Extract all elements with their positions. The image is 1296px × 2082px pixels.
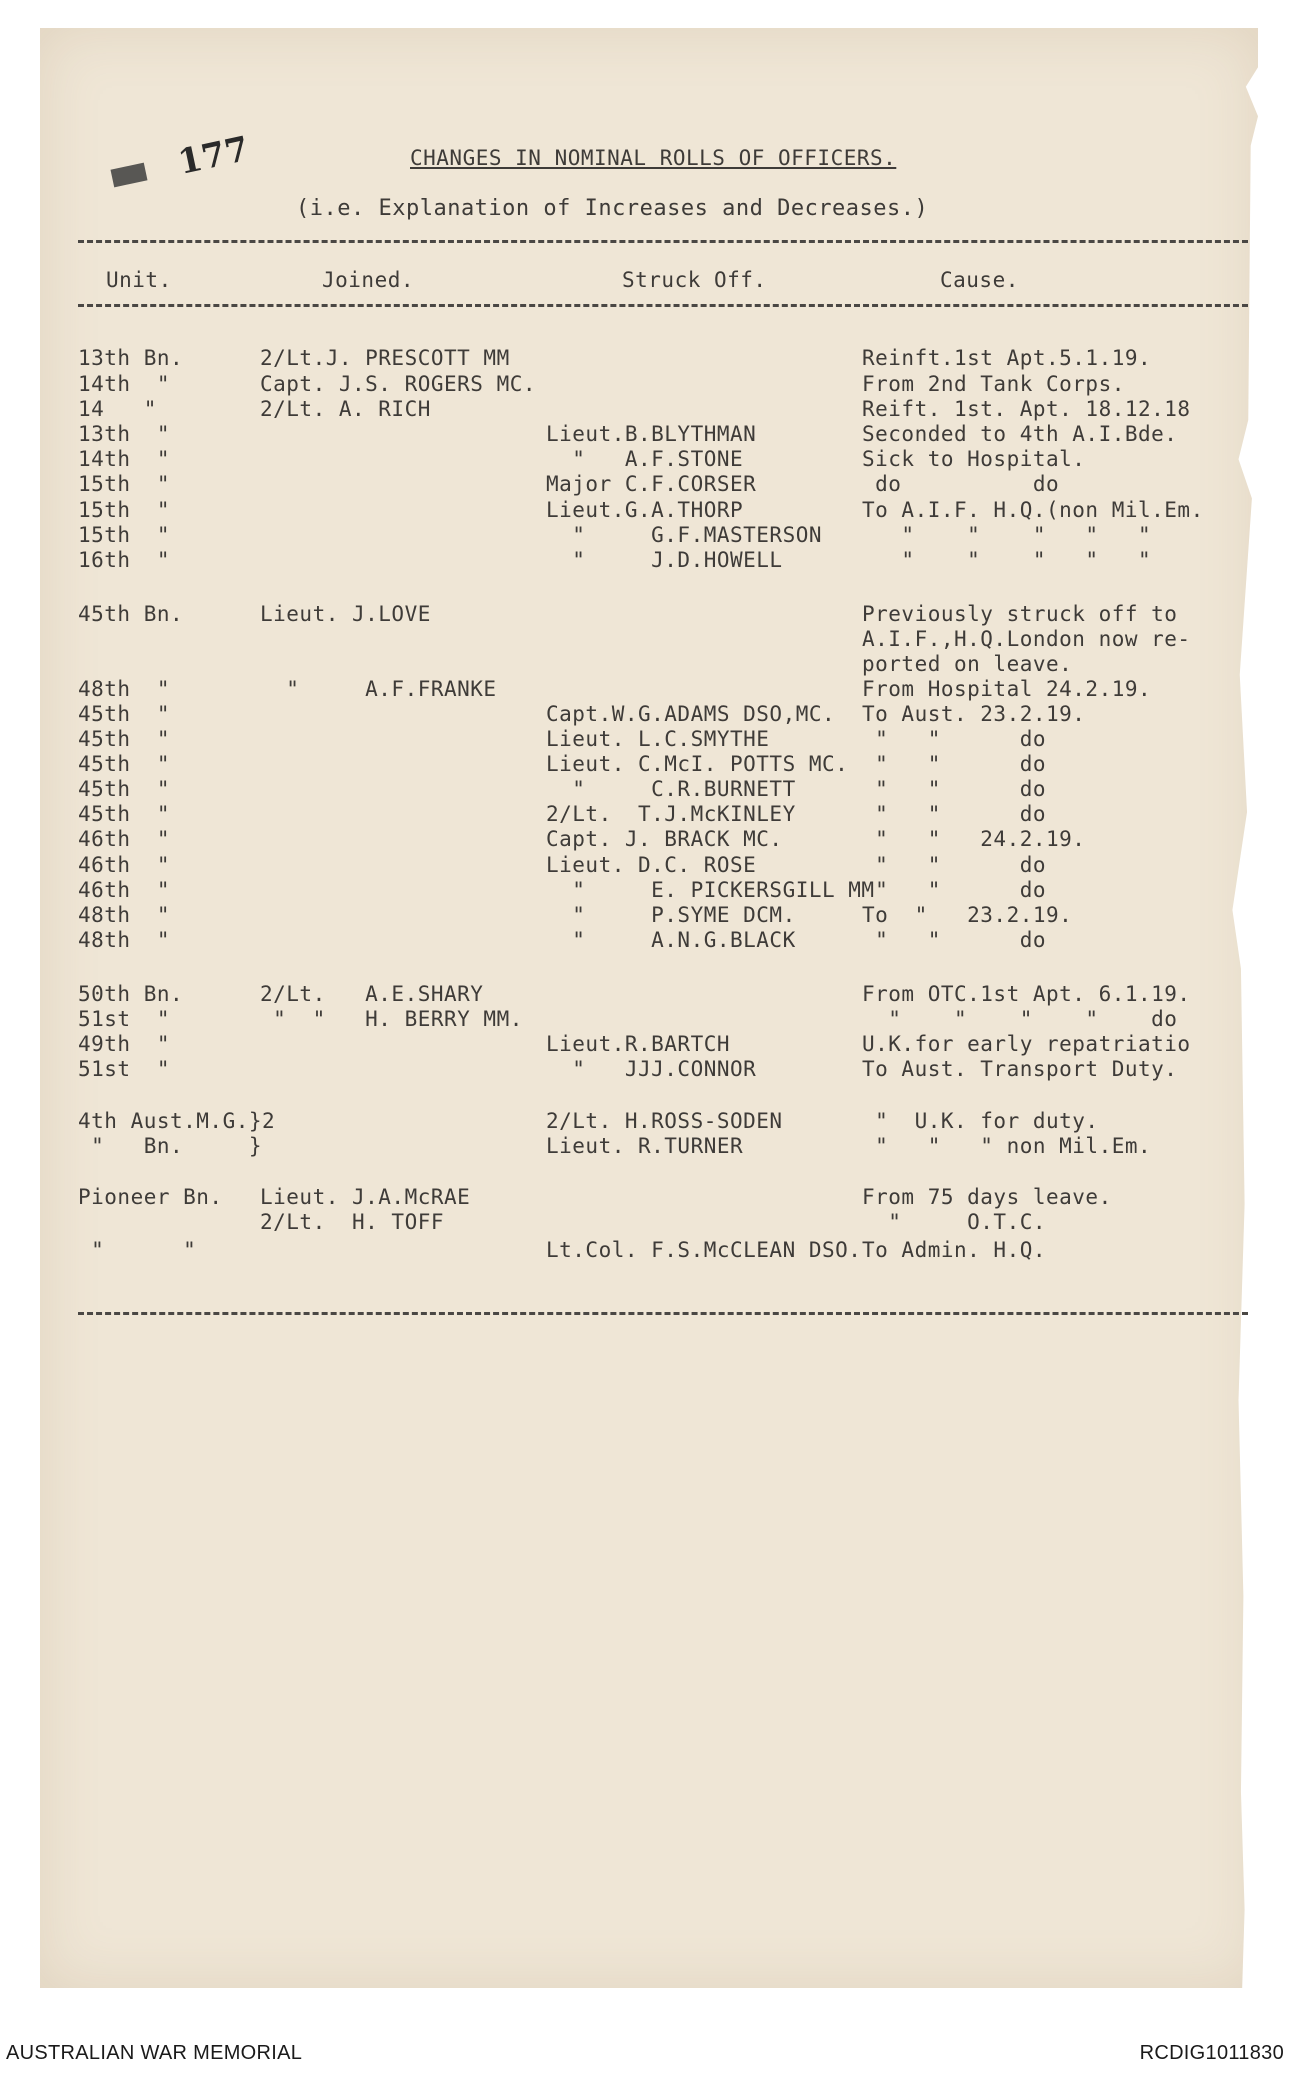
cell-unit: 14th ": [78, 447, 171, 471]
cell-struck: " C.R.BURNETT: [546, 777, 796, 801]
table-row: [0, 602, 1296, 628]
table-row: [0, 472, 1296, 498]
cell-cause: Reift. 1st. Apt. 18.12.18: [862, 397, 1191, 421]
table-row: [0, 853, 1296, 879]
table-row: [0, 1032, 1296, 1058]
cell-unit: 45th ": [78, 802, 171, 826]
document-title: CHANGES IN NOMINAL ROLLS OF OFFICERS.: [410, 146, 897, 170]
cell-unit: 45th ": [78, 727, 171, 751]
cell-cause: A.I.F.,H.Q.London now re-: [862, 627, 1191, 651]
cell-cause: " " 24.2.19.: [862, 827, 1086, 851]
cell-unit: 46th ": [78, 827, 171, 851]
cell-joined: Lieut. J.A.McRAE: [260, 1185, 471, 1209]
table-row: [0, 727, 1296, 753]
cell-joined: " " H. BERRY MM.: [260, 1007, 523, 1031]
cell-unit: 50th Bn.: [78, 982, 184, 1006]
column-header-unit: Unit.: [106, 268, 172, 292]
cell-struck: Lieut. R.TURNER: [546, 1134, 744, 1158]
cell-struck: Lieut.R.BARTCH: [546, 1032, 731, 1056]
table-row: [0, 346, 1296, 372]
cell-unit: 15th ": [78, 498, 171, 522]
cell-cause: Seconded to 4th A.I.Bde.: [862, 422, 1178, 446]
cell-unit: 48th ": [78, 928, 171, 952]
bottom-rule: [78, 1312, 1248, 1315]
cell-struck: 2/Lt. H.ROSS-SODEN: [546, 1109, 783, 1133]
cell-struck: " P.SYME DCM.: [546, 903, 796, 927]
cell-cause: From Hospital 24.2.19.: [862, 677, 1152, 701]
table-row: [0, 702, 1296, 728]
cell-cause: " " do: [862, 928, 1047, 952]
table-row: [0, 1238, 1296, 1264]
cell-cause: To " 23.2.19.: [862, 903, 1073, 927]
folio-number: 177: [174, 129, 253, 183]
cell-struck: Lieut. C.McI. POTTS MC.: [546, 752, 849, 776]
table-row: [0, 422, 1296, 448]
cell-unit: 14 ": [78, 397, 157, 421]
table-row: [0, 677, 1296, 703]
cell-joined: 2/Lt.J. PRESCOTT MM: [260, 346, 510, 370]
cell-unit: 48th ": [78, 903, 171, 927]
cell-cause: Reinft.1st Apt.5.1.19.: [862, 346, 1152, 370]
cell-unit: Pioneer Bn.: [78, 1185, 223, 1209]
cell-unit: 45th Bn.: [78, 602, 184, 626]
cell-unit: 45th ": [78, 702, 171, 726]
cell-struck: " J.D.HOWELL: [546, 548, 783, 572]
column-header-joined: Joined.: [322, 268, 415, 292]
cell-cause: " " do: [862, 853, 1047, 877]
table-row: [0, 498, 1296, 524]
cell-struck: 2/Lt. T.J.McKINLEY: [546, 802, 796, 826]
table-row: [0, 447, 1296, 473]
cell-unit: " ": [78, 1238, 197, 1262]
cell-struck: " A.F.STONE: [546, 447, 744, 471]
header-rule: [78, 304, 1248, 307]
cell-unit: 4th Aust.M.G.}2: [78, 1109, 276, 1133]
cell-struck: Lt.Col. F.S.McCLEAN DSO.: [546, 1238, 862, 1262]
cell-struck: Lieut.B.BLYTHMAN: [546, 422, 757, 446]
archive-credit: AUSTRALIAN WAR MEMORIAL: [6, 2042, 303, 2064]
table-row: [0, 627, 1296, 653]
cell-unit: 49th ": [78, 1032, 171, 1056]
cell-cause: " " " " ": [862, 523, 1152, 547]
cell-struck: Lieut. L.C.SMYTHE: [546, 727, 770, 751]
cell-unit: 46th ": [78, 853, 171, 877]
cell-struck: Lieut. D.C. ROSE: [546, 853, 757, 877]
table-row: [0, 1134, 1296, 1160]
cell-cause: do do: [862, 472, 1060, 496]
table-row: [0, 1185, 1296, 1211]
cell-struck: " JJJ.CONNOR: [546, 1057, 757, 1081]
cell-struck: Major C.F.CORSER: [546, 472, 757, 496]
cell-cause: " " " non Mil.Em.: [862, 1134, 1152, 1158]
cell-cause: From OTC.1st Apt. 6.1.19.: [862, 982, 1191, 1006]
cell-cause: U.K.for early repatriatio: [862, 1032, 1191, 1056]
table-row: [0, 1109, 1296, 1135]
cell-cause: " " do: [862, 727, 1047, 751]
cell-unit: 13th Bn.: [78, 346, 184, 370]
cell-unit: " Bn. }: [78, 1134, 263, 1158]
cell-cause: " " do: [862, 878, 1047, 902]
table-row: [0, 777, 1296, 803]
table-row: [0, 1210, 1296, 1236]
cell-joined: Lieut. J.LOVE: [260, 602, 431, 626]
archive-reference: RCDIG1011830: [1139, 2042, 1284, 2064]
table-row: [0, 372, 1296, 398]
cell-unit: 51st ": [78, 1007, 171, 1031]
table-row: [0, 523, 1296, 549]
cell-cause: To Aust. 23.2.19.: [862, 702, 1086, 726]
cell-cause: To A.I.F. H.Q.(non Mil.Em.: [862, 498, 1204, 522]
cell-cause: From 2nd Tank Corps.: [862, 372, 1125, 396]
top-rule: [78, 240, 1248, 243]
cell-unit: 13th ": [78, 422, 171, 446]
cell-cause: " " do: [862, 752, 1047, 776]
cell-unit: 15th ": [78, 523, 171, 547]
column-header-cause: Cause.: [940, 268, 1019, 292]
cell-cause: To Admin. H.Q.: [862, 1238, 1047, 1262]
cell-unit: 48th ": [78, 677, 171, 701]
cell-joined: Capt. J.S. ROGERS MC.: [260, 372, 537, 396]
cell-cause: " " do: [862, 802, 1047, 826]
cell-cause: " " " " do: [862, 1007, 1178, 1031]
table-row: [0, 1007, 1296, 1033]
table-row: [0, 903, 1296, 929]
cell-unit: 46th ": [78, 878, 171, 902]
table-row: [0, 827, 1296, 853]
table-row: [0, 802, 1296, 828]
table-row: [0, 878, 1296, 904]
cell-struck: " A.N.G.BLACK: [546, 928, 796, 952]
cell-struck: " G.F.MASTERSON: [546, 523, 823, 547]
column-header-struck-off: Struck Off.: [622, 268, 767, 292]
cell-unit: 51st ": [78, 1057, 171, 1081]
cell-cause: To Aust. Transport Duty.: [862, 1057, 1178, 1081]
cell-cause: " U.K. for duty.: [862, 1109, 1099, 1133]
cell-unit: 15th ": [78, 472, 171, 496]
cell-cause: From 75 days leave.: [862, 1185, 1112, 1209]
table-row: [0, 928, 1296, 954]
cell-unit: 45th ": [78, 777, 171, 801]
cell-cause: Sick to Hospital.: [862, 447, 1086, 471]
cell-cause: " O.T.C.: [862, 1210, 1047, 1234]
cell-unit: 16th ": [78, 548, 171, 572]
table-row: [0, 982, 1296, 1008]
table-row: [0, 1057, 1296, 1083]
cell-cause: ported on leave.: [862, 652, 1073, 676]
cell-cause: Previously struck off to: [862, 602, 1178, 626]
table-row: [0, 652, 1296, 678]
cell-unit: 14th ": [78, 372, 171, 396]
cell-struck: " E. PICKERSGILL MM: [546, 878, 875, 902]
table-row: [0, 752, 1296, 778]
cell-struck: Capt. J. BRACK MC.: [546, 827, 783, 851]
cell-joined: 2/Lt. A.E.SHARY: [260, 982, 484, 1006]
cell-cause: " " do: [862, 777, 1047, 801]
cell-joined: 2/Lt. H. TOFF: [260, 1210, 445, 1234]
cell-cause: " " " " ": [862, 548, 1152, 572]
cell-joined: " A.F.FRANKE: [260, 677, 497, 701]
cell-unit: 45th ": [78, 752, 171, 776]
table-row: [0, 397, 1296, 423]
cell-struck: Capt.W.G.ADAMS DSO,MC.: [546, 702, 836, 726]
document-subtitle: (i.e. Explanation of Increases and Decreases.): [296, 196, 929, 221]
cell-joined: 2/Lt. A. RICH: [260, 397, 431, 421]
cell-struck: Lieut.G.A.THORP: [546, 498, 744, 522]
table-row: [0, 548, 1296, 574]
